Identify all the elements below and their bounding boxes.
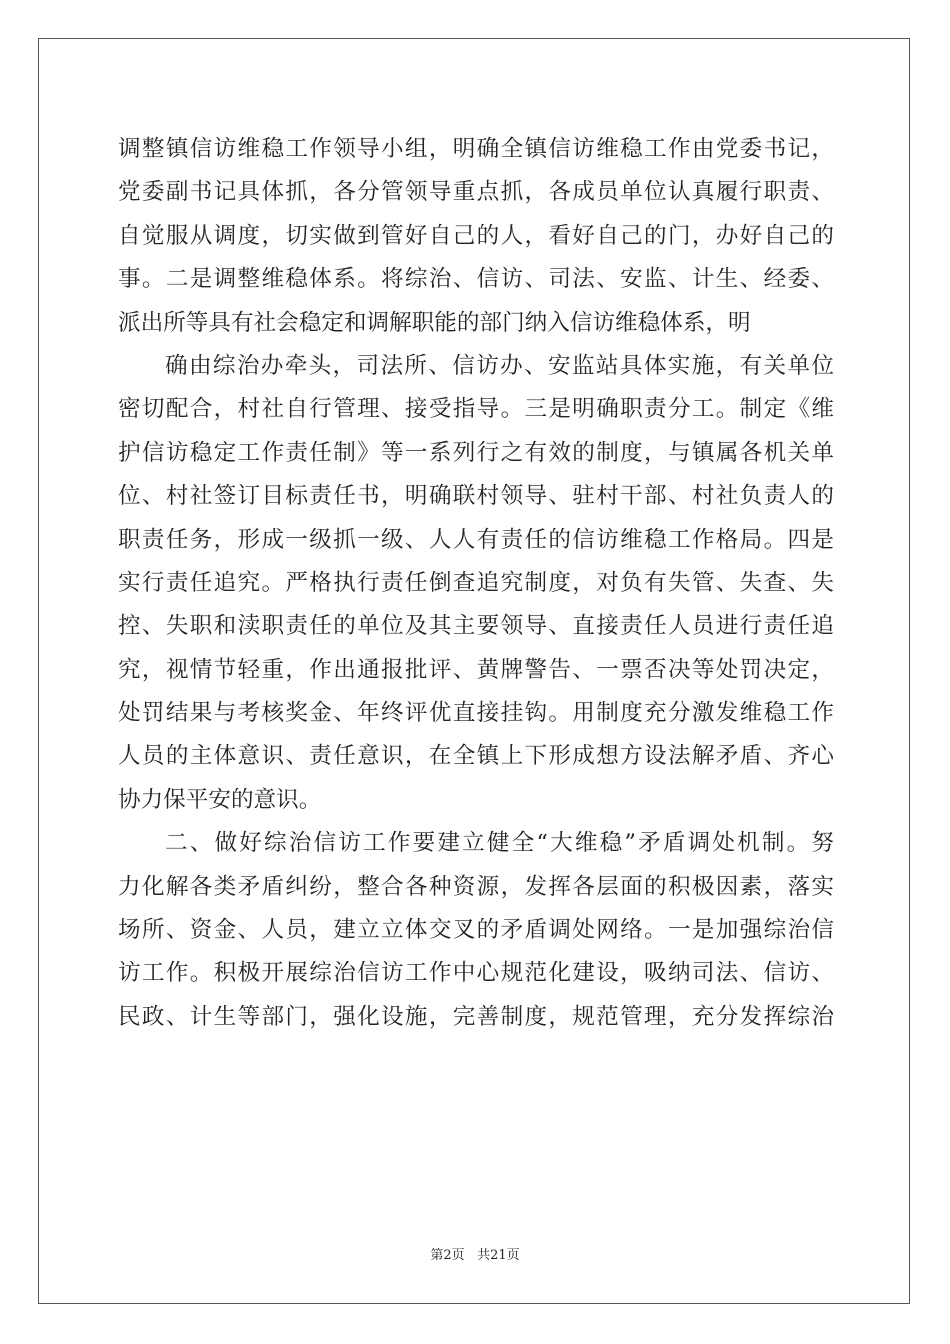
text-line: 确由综治办牵头，司法所、信访办、安监站具体实施，有关单位 bbox=[165, 352, 834, 379]
paragraph bbox=[118, 128, 834, 345]
text-line: 协力保平安的意识。 bbox=[118, 786, 322, 813]
page-footer bbox=[0, 1244, 950, 1263]
text-line: 职责任务，形成一级抓一级、人人有责任的信访维稳工作格局。四是 bbox=[118, 526, 834, 553]
text-line: 党委副书记具体抓，各分管领导重点抓，各成员单位认真履行职责、 bbox=[118, 179, 834, 206]
text-line: 密切配合，村社自行管理、接受指导。三是明确职责分工。制定《维 bbox=[118, 396, 834, 423]
text-line: 实行责任追究。严格执行责任倒查追究制度，对负有失管、失查、失 bbox=[118, 569, 834, 596]
text-line: 民政、计生等部门，强化设施，完善制度，规范管理，充分发挥综治 bbox=[118, 1003, 834, 1030]
text-line: 位、村社签订目标责任书，明确联村领导、驻村干部、村社负责人的 bbox=[118, 483, 834, 510]
document-body bbox=[118, 128, 834, 1039]
paragraph bbox=[118, 345, 834, 822]
text-line: 访工作。积极开展综治信访工作中心规范化建设，吸纳司法、信访、 bbox=[118, 960, 834, 987]
text-line: 场所、资金、人员，建立立体交叉的矛盾调处网络。一是加强综治信 bbox=[118, 917, 834, 944]
text-line: 自觉服从调度，切实做到管好自己的人，看好自己的门，办好自己的 bbox=[118, 222, 834, 249]
paragraph bbox=[118, 822, 834, 1039]
text-line: 护信访稳定工作责任制》等一系列行之有效的制度，与镇属各机关单 bbox=[118, 439, 834, 466]
text-line: 处罚结果与考核奖金、年终评优直接挂钩。用制度充分激发维稳工作 bbox=[118, 700, 834, 727]
text-line: 控、失职和渎职责任的单位及其主要领导、直接责任人员进行责任追 bbox=[118, 613, 834, 640]
page-total: 共21页 bbox=[477, 1248, 520, 1263]
text-line: 究，视情节轻重，作出通报批评、黄牌警告、一票否决等处罚决定， bbox=[118, 656, 834, 683]
text-line: 派出所等具有社会稳定和调解职能的部门纳入信访维稳体系，明 bbox=[118, 309, 751, 336]
page-number: 第2页 bbox=[430, 1248, 465, 1263]
text-line: 二、做好综治信访工作要建立健全“大维稳”矛盾调处机制。努 bbox=[165, 830, 834, 857]
text-line: 力化解各类矛盾纠纷，整合各种资源，发挥各层面的积极因素，落实 bbox=[118, 873, 834, 900]
text-line: 人员的主体意识、责任意识，在全镇上下形成想方设法解矛盾、齐心 bbox=[118, 743, 834, 770]
text-line: 调整镇信访维稳工作领导小组，明确全镇信访维稳工作由党委书记， bbox=[118, 136, 834, 162]
text-line: 事。二是调整维稳体系。将综治、信访、司法、安监、计生、经委、 bbox=[118, 266, 834, 293]
